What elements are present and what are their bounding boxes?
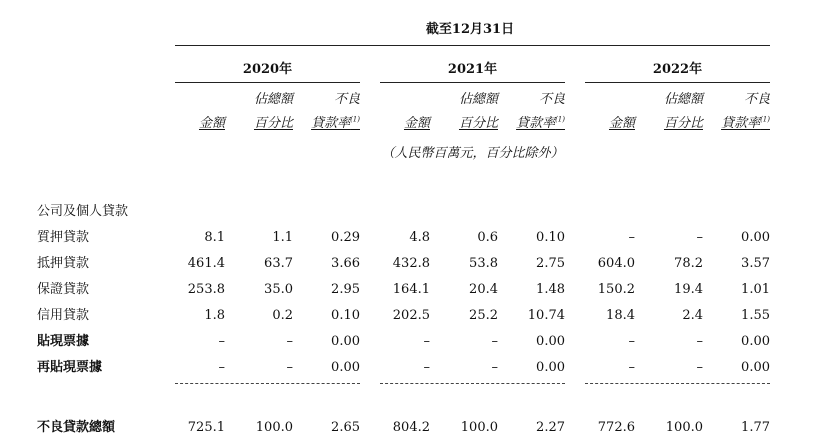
share-header-2022-line1: 佔總額 — [663, 92, 703, 107]
table-cell: 35.0 — [264, 282, 293, 297]
share-header-2020-line2: 百分比 — [253, 116, 293, 131]
share-header-2021-line2: 百分比 — [458, 116, 498, 131]
table-cell: 2.75 — [536, 256, 565, 271]
table-cell: 0.29 — [331, 230, 360, 245]
total-rule-2022 — [585, 383, 770, 385]
table-cell: 461.4 — [187, 256, 225, 271]
npl-header-2021-text: 貸款率 — [516, 116, 556, 131]
table-cell: 202.5 — [392, 308, 430, 323]
npl-header-2022-text: 貸款率 — [721, 116, 761, 131]
amount-header-2020: 金額 — [198, 116, 225, 131]
table-cell: – — [218, 360, 225, 375]
table-cell: – — [286, 360, 293, 375]
total-cell: 2.27 — [536, 420, 565, 435]
share-header-2022-line2: 百分比 — [663, 116, 703, 131]
table-cell: 0.10 — [331, 308, 360, 323]
table-cell: – — [491, 360, 498, 375]
table-cell: 164.1 — [392, 282, 430, 297]
table-cell: 25.2 — [469, 308, 498, 323]
table-cell: 20.4 — [469, 282, 498, 297]
npl-header-2021-line1: 不良 — [538, 92, 565, 107]
year-2021-header: 2021年 — [447, 62, 498, 77]
year-2020-header: 2020年 — [242, 62, 293, 77]
table-cell: 4.8 — [409, 230, 430, 245]
table-cell: 10.74 — [527, 308, 565, 323]
row-label: 貼現票據 — [37, 334, 90, 349]
table-cell: 2.4 — [682, 308, 703, 323]
table-cell: 0.00 — [536, 360, 565, 375]
total-label: 不良貸款總額 — [37, 420, 116, 435]
table-cell: 0.00 — [536, 334, 565, 349]
total-cell: 100.0 — [460, 420, 498, 435]
table-cell: 1.1 — [272, 230, 293, 245]
table-cell: 3.66 — [331, 256, 360, 271]
table-cell: – — [696, 230, 703, 245]
table-cell: – — [286, 334, 293, 349]
table-cell: 432.8 — [392, 256, 430, 271]
year-2020-rule — [175, 82, 360, 83]
npl-footnote-2020: (1) — [350, 115, 360, 124]
unit-note: （人民幣百萬元，百分比除外） — [381, 146, 564, 161]
table-cell: 63.7 — [264, 256, 293, 271]
table-cell: 0.10 — [536, 230, 565, 245]
table-cell: – — [628, 360, 635, 375]
table-cell: 150.2 — [597, 282, 635, 297]
row-label: 再貼現票據 — [37, 360, 103, 375]
table-cell: 19.4 — [674, 282, 703, 297]
header-rule — [175, 45, 770, 46]
row-label: 信用貸款 — [37, 308, 90, 323]
total-rule-2021 — [380, 383, 565, 385]
table-cell: – — [423, 360, 430, 375]
year-2022-header: 2022年 — [652, 62, 703, 77]
table-cell: 0.00 — [741, 334, 770, 349]
table-cell: 0.00 — [741, 230, 770, 245]
total-rule-2020 — [175, 383, 360, 385]
table-cell: 18.4 — [606, 308, 635, 323]
as-of-header: 截至12月31日 — [425, 22, 515, 37]
total-cell: 100.0 — [665, 420, 703, 435]
table-cell: – — [218, 334, 225, 349]
total-cell: 100.0 — [255, 420, 293, 435]
table-cell: 0.00 — [331, 360, 360, 375]
total-cell: 2.65 — [331, 420, 360, 435]
table-cell: – — [628, 334, 635, 349]
table-cell: – — [696, 360, 703, 375]
npl-footnote-2021: (1) — [555, 115, 565, 124]
year-2021-rule — [380, 82, 565, 83]
table-cell: 3.57 — [741, 256, 770, 271]
table-cell: 0.00 — [331, 334, 360, 349]
table-cell: – — [491, 334, 498, 349]
table-cell: 0.6 — [477, 230, 498, 245]
table-cell: 1.8 — [204, 308, 225, 323]
table-cell: – — [628, 230, 635, 245]
share-header-2021-line1: 佔總額 — [458, 92, 498, 107]
total-cell: 725.1 — [187, 420, 225, 435]
table-cell: 0.2 — [272, 308, 293, 323]
year-2022-rule — [585, 82, 770, 83]
npl-header-2020-line1: 不良 — [333, 92, 360, 107]
table-cell: 0.00 — [741, 360, 770, 375]
share-header-2020-line1: 佔總額 — [253, 92, 293, 107]
section-title: 公司及個人貸款 — [37, 204, 129, 219]
table-cell: 2.95 — [331, 282, 360, 297]
table-cell: 604.0 — [597, 256, 635, 271]
row-label: 抵押貸款 — [37, 256, 90, 271]
table-cell: 1.48 — [536, 282, 565, 297]
npl-header-2020-line2 — [305, 116, 360, 132]
amount-header-2021: 金額 — [403, 116, 430, 131]
total-cell: 772.6 — [597, 420, 635, 435]
npl-footnote-2022: (1) — [760, 115, 770, 124]
npl-header-2022-line1: 不良 — [743, 92, 770, 107]
table-cell: – — [423, 334, 430, 349]
npl-header-2022-line2 — [715, 116, 770, 132]
npl-header-2020-text: 貸款率 — [311, 116, 351, 131]
table-cell: 1.01 — [741, 282, 770, 297]
table-cell: 253.8 — [187, 282, 225, 297]
table-cell: 8.1 — [204, 230, 225, 245]
table-cell: 78.2 — [674, 256, 703, 271]
table-cell: 1.55 — [741, 308, 770, 323]
table-cell: – — [696, 334, 703, 349]
total-cell: 1.77 — [741, 420, 770, 435]
total-cell: 804.2 — [392, 420, 430, 435]
row-label: 保證貸款 — [37, 282, 90, 297]
table-cell: 53.8 — [469, 256, 498, 271]
row-label: 質押貸款 — [37, 230, 90, 245]
npl-header-2021-line2 — [510, 116, 565, 132]
amount-header-2022: 金額 — [608, 116, 635, 131]
